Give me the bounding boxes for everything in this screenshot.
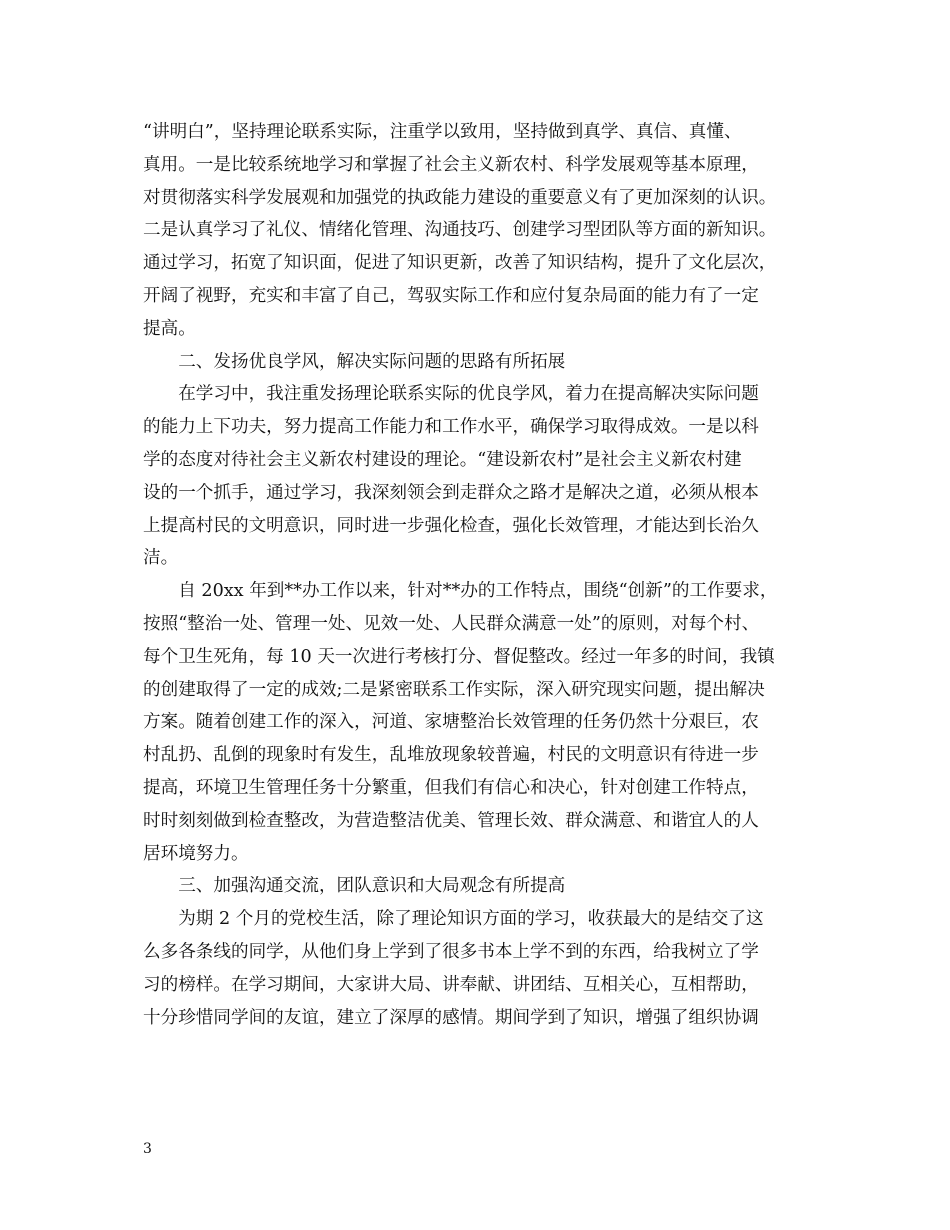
text-line: 居环境努力。 bbox=[143, 843, 249, 864]
text-line: 自 20xx 年到**办工作以来，针对**办的工作特点，围绕“创新”的工作要求， bbox=[143, 581, 778, 602]
text-line: 习的榜样。在学习期间，大家讲大局、讲奉献、讲团结、互相关心，互相帮助， bbox=[143, 974, 759, 995]
text-line: 在学习中，我注重发扬理论联系实际的优良学风，着力在提高解决实际问题 bbox=[143, 384, 759, 405]
text-line: 为期 2 个月的党校生活，除了理论知识方面的学习，收获最大的是结交了这 bbox=[143, 909, 764, 930]
text-line: 对贯彻落实科学发展观和加强党的执政能力建设的重要意义有了更加深刻的认识。 bbox=[143, 187, 777, 208]
text-line: 么多各条线的同学，从他们身上学到了很多书本上学不到的东西，给我树立了学 bbox=[143, 941, 759, 962]
text-line: 按照“整治一处、管理一处、见效一处、人民群众满意一处”的原则，对每个村、 bbox=[143, 613, 760, 634]
text-line: 设的一个抓手，通过学习，我深刻领会到走群众之路才是解决之道，必须从根本 bbox=[143, 482, 759, 503]
text-line: 的创建取得了一定的成效;二是紧密联系工作实际，深入研究现实问题，提出解决 bbox=[143, 679, 765, 700]
text-line: 方案。随着创建工作的深入，河道、家塘整治长效管理的任务仍然十分艰巨，农 bbox=[143, 712, 759, 733]
text-line: 开阔了视野，充实和丰富了自己，驾驭实际工作和应付复杂局面的能力有了一定 bbox=[143, 285, 759, 306]
text-line: 提高，环境卫生管理任务十分繁重，但我们有信心和决心，针对创建工作特点， bbox=[143, 777, 759, 798]
text-line: 的能力上下功夫，努力提高工作能力和工作水平，确保学习取得成效。一是以科 bbox=[143, 417, 759, 438]
text-line: 洁。 bbox=[143, 548, 179, 569]
section-heading: 三、加强沟通交流，团队意识和大局观念有所提高 bbox=[143, 876, 566, 897]
text-line: 时时刻刻做到检查整改，为营造整洁优美、管理长效、群众满意、和谐宜人的人 bbox=[143, 810, 759, 831]
text-line: 二是认真学习了礼仪、情绪化管理、沟通技巧、创建学习型团队等方面的新知识。 bbox=[143, 220, 777, 241]
text-line: 真用。一是比较系统地学习和掌握了社会主义新农村、科学发展观等基本原理， bbox=[143, 154, 759, 175]
text-line: 村乱扔、乱倒的现象时有发生，乱堆放现象较普遍，村民的文明意识有待进一步 bbox=[143, 745, 759, 766]
section-heading: 二、发扬优良学风，解决实际问题的思路有所拓展 bbox=[143, 351, 566, 372]
page-number: 3 bbox=[143, 1141, 152, 1157]
text-line: 每个卫生死角，每 10 天一次进行考核打分、督促整改。经过一年多的时间，我镇 bbox=[143, 646, 775, 667]
text-line: 上提高村民的文明意识，同时进一步强化检查，强化长效管理，才能达到长治久 bbox=[143, 515, 759, 536]
text-line: 通过学习，拓宽了知识面，促进了知识更新，改善了知识结构，提升了文化层次， bbox=[143, 253, 777, 274]
text-line: 提高。 bbox=[143, 318, 196, 339]
document-body bbox=[143, 116, 823, 1034]
text-line: 十分珍惜同学间的友谊，建立了深厚的感情。期间学到了知识，增强了组织协调 bbox=[143, 1007, 759, 1028]
text-line: “讲明白”，坚持理论联系实际，注重学以致用，坚持做到真学、真信、真懂、 bbox=[143, 122, 742, 142]
text-line: 学的态度对待社会主义新农村建设的理论。“建设新农村”是社会主义新农村建 bbox=[143, 449, 742, 470]
